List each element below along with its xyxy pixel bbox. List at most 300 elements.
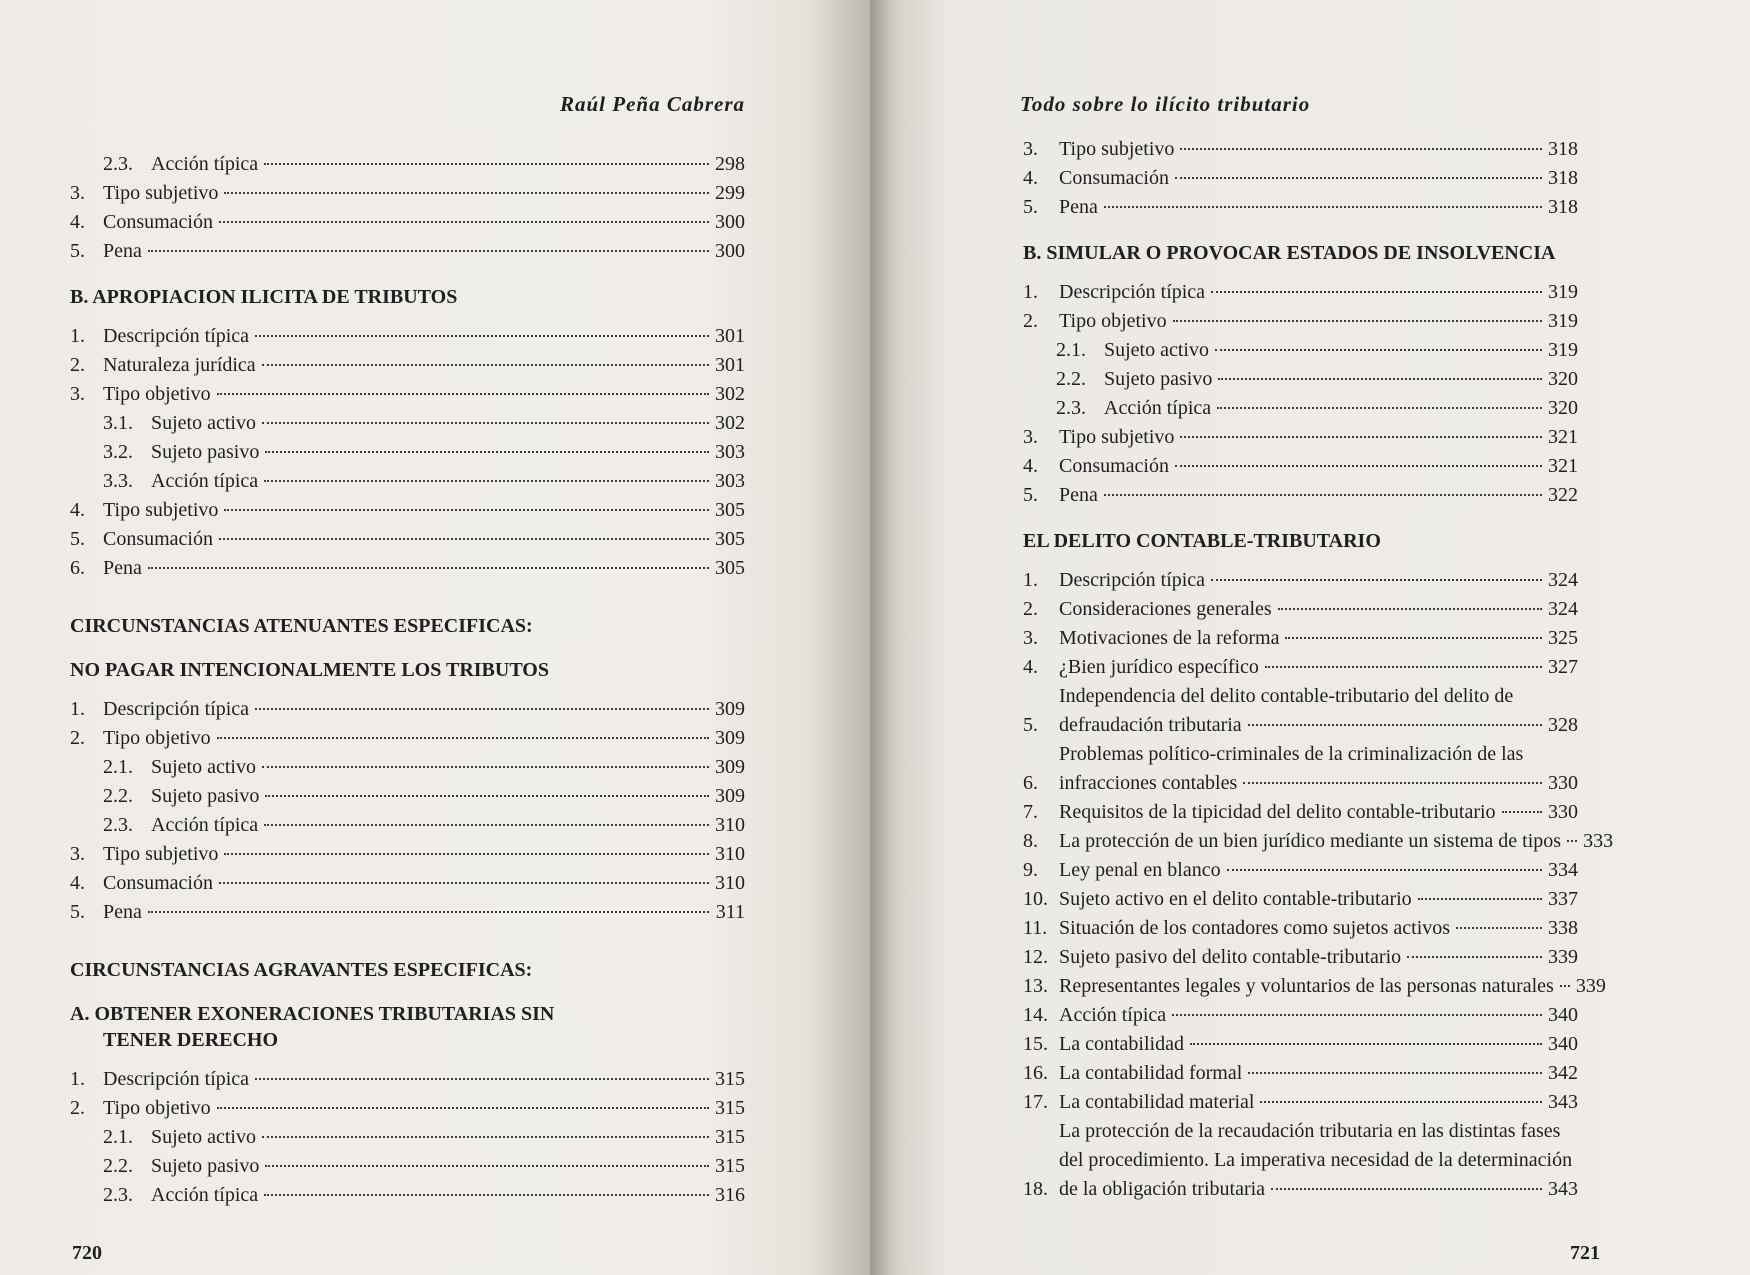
entry-page-number: 319 <box>1548 310 1578 332</box>
entry-page-number: 333 <box>1583 830 1614 852</box>
toc-entry <box>70 840 745 869</box>
dot-leader <box>1407 956 1542 958</box>
entry-number: 2.1. <box>1056 339 1086 361</box>
dot-leader <box>1243 782 1542 784</box>
dot-leader <box>219 882 709 884</box>
entry-number: 5. <box>70 528 85 550</box>
dot-leader <box>1285 637 1542 639</box>
entry-title-line: La protección de la recaudación tributaria en las distintas fases del procedimiento. La imperativa necesidad de la determinación <box>1059 1120 1573 1171</box>
entry-page-number: 343 <box>1548 1091 1578 1113</box>
entry-number: 2.1. <box>103 1126 133 1148</box>
entry-page-number: 324 <box>1548 569 1578 591</box>
toc-entry <box>1023 1001 1578 1030</box>
running-header: Todo sobre lo ilícito tributario <box>1020 92 1311 116</box>
dot-leader <box>1211 579 1542 581</box>
dot-leader <box>262 1136 709 1138</box>
toc-entry <box>70 1181 745 1210</box>
entry-text <box>1059 740 1578 798</box>
entry-number: 1. <box>70 325 85 347</box>
entry-number: 4. <box>1023 455 1038 477</box>
dot-leader <box>255 1078 709 1080</box>
toc-entry <box>1023 595 1578 624</box>
dot-leader <box>1104 494 1542 496</box>
entry-number: 3. <box>70 843 85 865</box>
toc-entry <box>70 811 745 840</box>
dot-leader <box>1104 206 1542 208</box>
dot-leader <box>1418 898 1542 900</box>
dot-leader <box>1560 985 1570 987</box>
toc-entry <box>70 380 745 409</box>
dot-leader <box>224 853 709 855</box>
entry-page-number: 321 <box>1548 426 1578 448</box>
toc-entry <box>70 695 745 724</box>
entry-page-number: 318 <box>1548 138 1578 160</box>
section-heading: CIRCUNSTANCIAS AGRAVANTES ESPECIFICAS: <box>70 959 533 981</box>
dot-leader <box>224 192 709 194</box>
entry-page-number: 338 <box>1548 917 1578 939</box>
toc-entry <box>70 1094 745 1123</box>
entry-number: 2.3. <box>1056 397 1086 419</box>
entry-page-number: 340 <box>1548 1004 1578 1026</box>
entry-title: Motivaciones de la reforma <box>1059 627 1280 649</box>
entry-number: 4. <box>70 499 85 521</box>
toc-entry <box>70 409 745 438</box>
entry-title: Consumación <box>103 211 213 233</box>
entry-title: Acción típica <box>1059 1004 1167 1026</box>
entry-number: 3. <box>1023 426 1038 448</box>
entry-page-number: 315 <box>715 1155 745 1177</box>
dot-leader <box>1227 869 1542 871</box>
entry-title: Sujeto activo en el delito contable-tributario <box>1059 888 1412 910</box>
entry-title: Tipo subjetivo <box>1059 426 1175 448</box>
entry-title: Consumación <box>1059 455 1169 477</box>
toc-content <box>70 150 745 1210</box>
dot-leader <box>1215 349 1542 351</box>
entry-page-number: 322 <box>1548 484 1578 506</box>
entry-title: La protección de un bien jurídico mediante un sistema de tipos <box>1059 830 1562 852</box>
entry-number: 7. <box>1023 801 1038 823</box>
entry-page-number: 302 <box>715 412 745 434</box>
dot-leader <box>1260 1101 1542 1103</box>
dot-leader <box>262 422 709 424</box>
entry-page-number: 330 <box>1548 801 1578 823</box>
entry-page-number: 342 <box>1548 1062 1578 1084</box>
dot-leader <box>265 795 709 797</box>
dot-leader <box>224 509 709 511</box>
entry-number: 2.2. <box>1056 368 1086 390</box>
entry-title: Acción típica <box>1104 397 1212 419</box>
entry-number: 2.1. <box>103 756 133 778</box>
entry-title: Representantes legales y voluntarios de las personas naturales <box>1059 975 1554 997</box>
entry-title: La contabilidad material <box>1059 1091 1255 1113</box>
toc-entry <box>1023 365 1578 394</box>
entry-number: 4. <box>1023 656 1038 678</box>
entry-title: Pena <box>1059 484 1098 506</box>
entry-title: Naturaleza jurídica <box>103 354 256 376</box>
entry-page-number: 305 <box>715 557 745 579</box>
toc-entry <box>1023 827 1614 856</box>
entry-page-number: 339 <box>1548 946 1578 968</box>
dot-leader <box>262 364 709 366</box>
entry-text <box>1059 682 1578 740</box>
dot-leader <box>219 538 709 540</box>
entry-number: 2.3. <box>103 814 133 836</box>
entry-title: Descripción típica <box>103 698 250 720</box>
entry-number: 16. <box>1023 1062 1048 1084</box>
dot-leader <box>1175 177 1542 179</box>
entry-title: Tipo objetivo <box>103 727 211 749</box>
toc-entry <box>70 753 745 782</box>
dot-leader <box>217 393 709 395</box>
entry-number: 6. <box>1023 772 1038 794</box>
entry-title: Requisitos de la tipicidad del delito contable-tributario <box>1059 801 1496 823</box>
entry-page-number: 315 <box>715 1068 745 1090</box>
toc-entry <box>70 179 745 208</box>
entry-title: Acción típica <box>151 814 259 836</box>
entry-page-number: 309 <box>715 785 745 807</box>
entry-title-last-line <box>1059 1175 1578 1204</box>
entry-title: Situación de los contadores como sujetos activos <box>1059 917 1451 939</box>
entry-number: 4. <box>70 211 85 233</box>
section-heading <box>70 1001 745 1053</box>
entry-number: 3. <box>70 182 85 204</box>
entry-title: infracciones contables <box>1059 772 1238 794</box>
section-heading: B. APROPIACION ILICITA DE TRIBUTOS <box>70 286 458 308</box>
entry-title: Sujeto activo <box>151 1126 256 1148</box>
entry-number: 4. <box>1023 167 1038 189</box>
entry-number: 2.3. <box>103 1184 133 1206</box>
section-heading-line: TENER DERECHO <box>103 1029 279 1051</box>
toc-entry <box>1023 481 1578 510</box>
toc-entry <box>70 438 745 467</box>
entry-title: Sujeto pasivo <box>151 1155 260 1177</box>
toc-entry <box>1023 394 1578 423</box>
entry-number: 2. <box>70 1097 85 1119</box>
entry-title: Tipo objetivo <box>103 1097 211 1119</box>
entry-title: Consumación <box>1059 167 1169 189</box>
dot-leader <box>255 335 709 337</box>
entry-title: Sujeto activo <box>1104 339 1209 361</box>
entry-title: Consumación <box>103 528 213 550</box>
section-heading-line: A. OBTENER EXONERACIONES TRIBUTARIAS SIN <box>70 1003 555 1025</box>
dot-leader <box>219 221 709 223</box>
entry-number: 2.2. <box>103 785 133 807</box>
entry-title: Consumación <box>103 872 213 894</box>
running-header: Raúl Peña Cabrera <box>559 92 745 116</box>
entry-number: 1. <box>1023 569 1038 591</box>
toc-entry <box>70 724 745 753</box>
dot-leader <box>148 567 709 569</box>
entry-title: Pena <box>103 557 142 579</box>
toc-entry <box>1023 423 1578 452</box>
toc-entry <box>1023 193 1578 222</box>
page-number: 721 <box>1570 1242 1600 1264</box>
dot-leader <box>1190 1043 1542 1045</box>
toc-entry <box>1023 1088 1578 1117</box>
dot-leader <box>255 708 709 710</box>
entry-number: 3.1. <box>103 412 133 434</box>
entry-number: 2. <box>1023 310 1038 332</box>
entry-title-last-line <box>1059 769 1578 798</box>
entry-title: Descripción típica <box>103 1068 250 1090</box>
section-heading: CIRCUNSTANCIAS ATENUANTES ESPECIFICAS: <box>70 615 533 637</box>
toc-entry <box>1023 885 1578 914</box>
entry-title: Tipo subjetivo <box>103 182 219 204</box>
dot-leader <box>1502 811 1542 813</box>
entry-title: Sujeto pasivo <box>1104 368 1213 390</box>
dot-leader <box>1211 291 1542 293</box>
dot-leader <box>1567 840 1577 842</box>
toc-entry <box>1023 1117 1578 1204</box>
entry-number: 3. <box>1023 138 1038 160</box>
toc-entry <box>1023 740 1578 798</box>
entry-number: 2. <box>1023 598 1038 620</box>
entry-number: 18. <box>1023 1178 1048 1200</box>
entry-number: 12. <box>1023 946 1048 968</box>
right-page <box>870 0 1750 1275</box>
dot-leader <box>264 824 709 826</box>
entry-number: 13. <box>1023 975 1048 997</box>
entry-number: 15. <box>1023 1033 1048 1055</box>
toc-entry <box>1023 653 1578 682</box>
entry-number: 3. <box>70 383 85 405</box>
entry-title-line: Problemas político-criminales de la criminalización de las <box>1059 743 1524 765</box>
toc-entry <box>70 1152 745 1181</box>
dot-leader <box>1248 1072 1542 1074</box>
entry-title: Sujeto activo <box>151 756 256 778</box>
toc-entry <box>70 237 745 266</box>
entry-number: 9. <box>1023 859 1038 881</box>
entry-page-number: 303 <box>715 470 745 492</box>
entry-number: 1. <box>70 698 85 720</box>
toc-entry <box>70 1123 745 1152</box>
entry-title: Descripción típica <box>103 325 250 347</box>
entry-page-number: 301 <box>715 325 745 347</box>
section-heading: B. SIMULAR O PROVOCAR ESTADOS DE INSOLVENCIA <box>1023 242 1556 264</box>
entry-page-number: 315 <box>715 1126 745 1148</box>
entry-page-number: 316 <box>715 1184 745 1206</box>
toc-entry <box>70 150 745 179</box>
entry-number: 3.3. <box>103 470 133 492</box>
toc-entry <box>1023 278 1578 307</box>
entry-number: 10. <box>1023 888 1048 910</box>
entry-number: 4. <box>70 872 85 894</box>
dot-leader <box>1175 465 1542 467</box>
entry-number: 5. <box>70 240 85 262</box>
toc-entry <box>1023 452 1578 481</box>
entry-page-number: 318 <box>1548 167 1578 189</box>
dot-leader <box>1180 436 1542 438</box>
toc-entry <box>1023 1030 1578 1059</box>
toc-entry <box>1023 1059 1578 1088</box>
entry-number: 14. <box>1023 1004 1048 1026</box>
dot-leader <box>1172 1014 1542 1016</box>
entry-page-number: 309 <box>715 727 745 749</box>
entry-title: Acción típica <box>151 1184 259 1206</box>
toc-entry <box>1023 972 1606 1001</box>
toc-entry <box>70 351 745 380</box>
dot-leader <box>1218 378 1542 380</box>
entry-title: La contabilidad formal <box>1059 1062 1243 1084</box>
entry-number: 5. <box>70 901 85 923</box>
toc-entry <box>70 782 745 811</box>
entry-page-number: 302 <box>715 383 745 405</box>
dot-leader <box>217 1107 709 1109</box>
dot-leader <box>264 1194 709 1196</box>
entry-number: 5. <box>1023 714 1038 736</box>
entry-page-number: 328 <box>1548 714 1578 736</box>
entry-page-number: 303 <box>715 441 745 463</box>
entry-page-number: 310 <box>715 843 745 865</box>
toc-entry <box>70 525 745 554</box>
entry-page-number: 311 <box>715 901 745 923</box>
toc-entry <box>1023 943 1578 972</box>
entry-page-number: 339 <box>1575 975 1606 997</box>
entry-page-number: 343 <box>1548 1178 1578 1200</box>
dot-leader <box>1173 320 1542 322</box>
toc-entry <box>1023 798 1578 827</box>
dot-leader <box>1180 148 1542 150</box>
entry-title: Tipo subjetivo <box>103 843 219 865</box>
entry-page-number: 310 <box>715 872 745 894</box>
toc-entry <box>1023 682 1578 740</box>
entry-title: Consideraciones generales <box>1059 598 1272 620</box>
entry-page-number: 319 <box>1548 281 1578 303</box>
dot-leader <box>264 163 709 165</box>
entry-title: Acción típica <box>151 470 259 492</box>
toc-entry <box>1023 336 1578 365</box>
entry-title: Tipo subjetivo <box>1059 138 1175 160</box>
entry-title: Descripción típica <box>1059 281 1206 303</box>
entry-page-number: 320 <box>1548 368 1578 390</box>
entry-title: Sujeto activo <box>151 412 256 434</box>
entry-page-number: 324 <box>1548 598 1578 620</box>
toc-entry <box>1023 856 1578 885</box>
entry-page-number: 315 <box>715 1097 745 1119</box>
entry-title: Pena <box>1059 196 1098 218</box>
entry-title: Acción típica <box>151 153 259 175</box>
entry-number: 5. <box>1023 484 1038 506</box>
section-heading: EL DELITO CONTABLE-TRIBUTARIO <box>1023 530 1381 552</box>
left-page <box>0 0 870 1275</box>
toc-entry <box>1023 135 1578 164</box>
entry-page-number: 340 <box>1548 1033 1578 1055</box>
dot-leader <box>148 911 709 913</box>
toc-entry <box>70 898 745 927</box>
entry-title: defraudación tributaria <box>1059 714 1242 736</box>
entry-page-number: 319 <box>1548 339 1578 361</box>
dot-leader <box>1265 666 1542 668</box>
entry-title: Pena <box>103 240 142 262</box>
entry-page-number: 334 <box>1548 859 1578 881</box>
dot-leader <box>1456 927 1542 929</box>
entry-title: Descripción típica <box>1059 569 1206 591</box>
toc-entry <box>1023 624 1578 653</box>
entry-page-number: 305 <box>715 499 745 521</box>
entry-title-line: Independencia del delito contable-tributario del delito de <box>1059 685 1514 707</box>
entry-title: ¿Bien jurídico específico <box>1059 656 1259 678</box>
entry-title: La contabilidad <box>1059 1033 1184 1055</box>
toc-entry <box>70 467 745 496</box>
entry-number: 2. <box>70 727 85 749</box>
toc-entry <box>1023 164 1578 193</box>
entry-page-number: 309 <box>715 698 745 720</box>
page-number: 720 <box>72 1242 102 1264</box>
entry-text <box>1059 1117 1578 1204</box>
toc-entry <box>1023 307 1578 336</box>
dot-leader <box>217 737 709 739</box>
entry-page-number: 298 <box>715 153 745 175</box>
entry-number: 1. <box>70 1068 85 1090</box>
entry-number: 17. <box>1023 1091 1048 1113</box>
entry-title: Pena <box>103 901 142 923</box>
dot-leader <box>264 480 709 482</box>
entry-title: Tipo objetivo <box>1059 310 1167 332</box>
dot-leader <box>1248 724 1542 726</box>
toc-content <box>1023 135 1614 1204</box>
entry-page-number: 301 <box>715 354 745 376</box>
entry-number: 2.2. <box>103 1155 133 1177</box>
entry-number: 3.2. <box>103 441 133 463</box>
entry-number: 2.3. <box>103 153 133 175</box>
entry-page-number: 310 <box>715 814 745 836</box>
toc-entry <box>70 1065 745 1094</box>
entry-page-number: 330 <box>1548 772 1578 794</box>
entry-title: Tipo subjetivo <box>103 499 219 521</box>
dot-leader <box>1271 1188 1542 1190</box>
entry-page-number: 325 <box>1548 627 1578 649</box>
entry-title: Tipo objetivo <box>103 383 211 405</box>
entry-number: 6. <box>70 557 85 579</box>
entry-number: 5. <box>1023 196 1038 218</box>
toc-entry <box>70 554 745 583</box>
entry-number: 11. <box>1023 917 1048 939</box>
entry-title-last-line <box>1059 711 1578 740</box>
toc-entry <box>70 208 745 237</box>
toc-entry <box>70 496 745 525</box>
entry-page-number: 300 <box>715 211 745 233</box>
toc-entry <box>1023 566 1578 595</box>
entry-page-number: 318 <box>1548 196 1578 218</box>
entry-page-number: 305 <box>715 528 745 550</box>
toc-entry <box>70 322 745 351</box>
entry-title: Sujeto pasivo del delito contable-tributario <box>1059 946 1402 968</box>
entry-page-number: 321 <box>1548 455 1578 477</box>
toc-entry <box>1023 914 1578 943</box>
entry-number: 2. <box>70 354 85 376</box>
entry-page-number: 337 <box>1548 888 1578 910</box>
entry-title: Sujeto pasivo <box>151 785 260 807</box>
entry-title: Sujeto pasivo <box>151 441 260 463</box>
dot-leader <box>148 250 709 252</box>
entry-title: Ley penal en blanco <box>1059 859 1221 881</box>
dot-leader <box>1278 608 1542 610</box>
dot-leader <box>265 451 709 453</box>
entry-title: de la obligación tributaria <box>1059 1178 1266 1200</box>
section-heading: NO PAGAR INTENCIONALMENTE LOS TRIBUTOS <box>70 659 549 681</box>
dot-leader <box>265 1165 709 1167</box>
entry-number: 1. <box>1023 281 1038 303</box>
entry-page-number: 320 <box>1548 397 1578 419</box>
entry-page-number: 300 <box>715 240 745 262</box>
toc-entry <box>70 869 745 898</box>
entry-number: 8. <box>1023 830 1038 852</box>
entry-page-number: 309 <box>715 756 745 778</box>
entry-page-number: 299 <box>715 182 745 204</box>
dot-leader <box>262 766 709 768</box>
dot-leader <box>1217 407 1542 409</box>
entry-number: 3. <box>1023 627 1038 649</box>
